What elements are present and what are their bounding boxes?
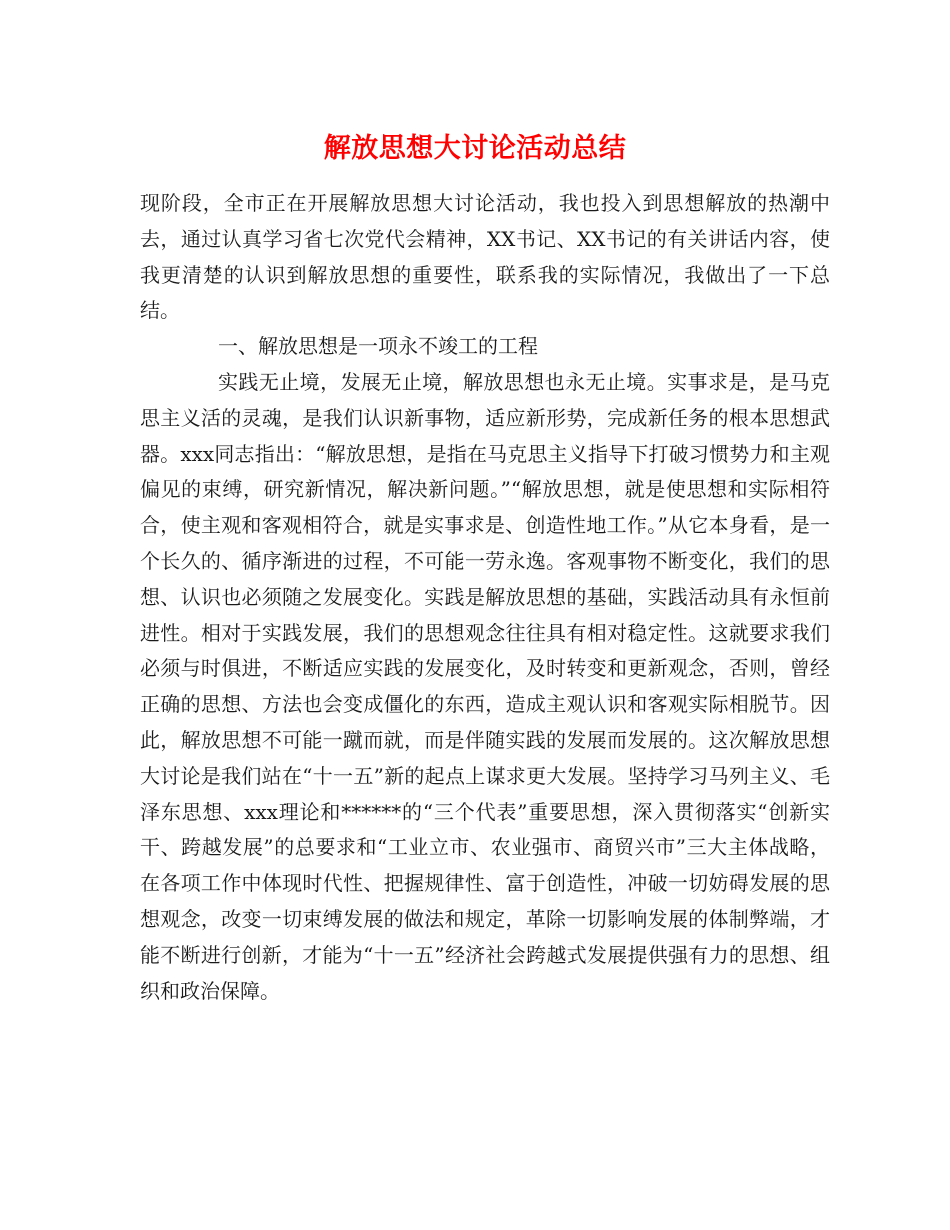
intro-paragraph: 现阶段，全市正在开展解放思想大讨论活动，我也投入到思想解放的热潮中去，通过认真学习省七次党代会精神，XX书记、XX书记的有关讲话内容，使我更清楚的认识到解放思想的重要性，联系我的实际情况，我做出了一下总结。 <box>140 191 830 323</box>
document-body <box>140 186 830 1009</box>
body-paragraph: 实践无止境，发展无止境，解放思想也永无止境。实事求是，是马克思主义活的灵魂，是我们认识新事物，适应新形势，完成新任务的根本思想武器。xxx同志指出：“解放思想，是指在马克思主义指导下打破习惯势力和主观偏见的束缚，研究新情况，解决新问题。”“解放思想，就是使思想和实际相符合，使主观和客观相符合，就是实事求是、创造性地工作。”从它本身看，是一个长久的、循序渐进的过程，不可能一劳永逸。客观事物不断变化，我们的思想、认识也必须随之发展变化。实践是解放思想的基础，实践活动具有永恒前进性。相对于实践发展，我们的思想观念往往具有相对稳定性。这就要求我们必须与时俱进，不断适应实践的发展变化，及时转变和更新观念，否则，曾经正确的思想、方法也会变成僵化的东西，造成主观认识和客观实际相脱节。因此，解放思想不可能一蹴而就，而是伴随实践的发展而发展的。这次解放思想大讨论是我们站在“十一五”新的起点上谋求更大发展。坚持学习马列主义、毛泽东思想、xxx理论和******的“三个代表”重要思想，深入贯彻落实“创新实干、跨越发展”的总要求和“工业立市、农业强市、商贸兴市”三大主体战略，在各项工作中体现时代性、把握规律性、富于创造性，冲破一切妨碍发展的思想观念，改变一切束缚发展的做法和规定，革除一切影响发展的体制弊端，才能不断进行创新，才能为“十一五”经济社会跨越式发展提供强有力的思想、组织和政治保障。 <box>140 369 830 1003</box>
section-heading: 一、解放思想是一项永不竣工的工程 <box>218 334 538 359</box>
document-title: 解放思想大讨论活动总结 <box>323 133 627 164</box>
